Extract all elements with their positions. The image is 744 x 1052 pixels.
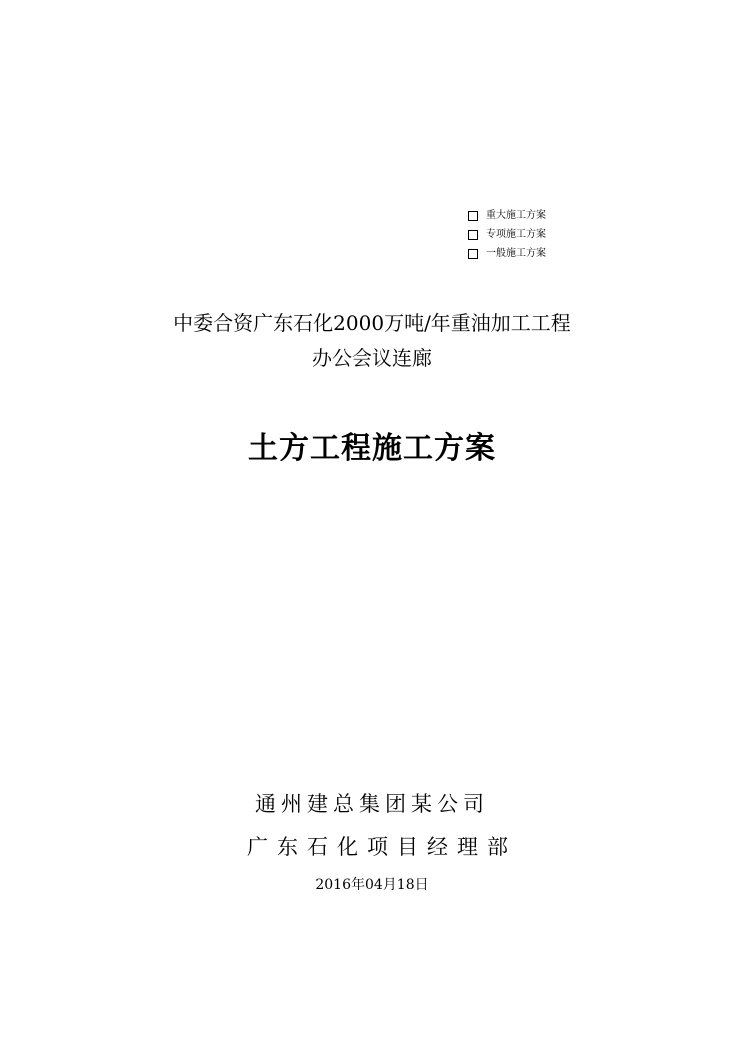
plan-type-general[interactable] [468,244,608,263]
project-name: 中委合资广东石化2000万吨/年重油加工工程 [173,311,571,335]
document-date: 2016年04月18日 [315,877,429,893]
company-name: 通州建总集团某公司 [255,792,489,816]
general-plan-checkbox[interactable] [468,249,478,259]
plan-type-major[interactable] [468,206,608,225]
major-plan-label: 重大施工方案 [486,209,546,221]
project-subname: 办公会议连廊 [312,346,432,370]
plan-type-checklist [468,206,608,263]
major-plan-checkbox[interactable] [468,211,478,221]
special-plan-checkbox[interactable] [468,230,478,240]
department-name: 广东石化项目经理部 [247,835,517,859]
special-plan-label: 专项施工方案 [486,228,546,240]
plan-type-special[interactable] [468,225,608,244]
document-title: 土方工程施工方案 [248,431,496,466]
general-plan-label: 一般施工方案 [486,247,546,259]
